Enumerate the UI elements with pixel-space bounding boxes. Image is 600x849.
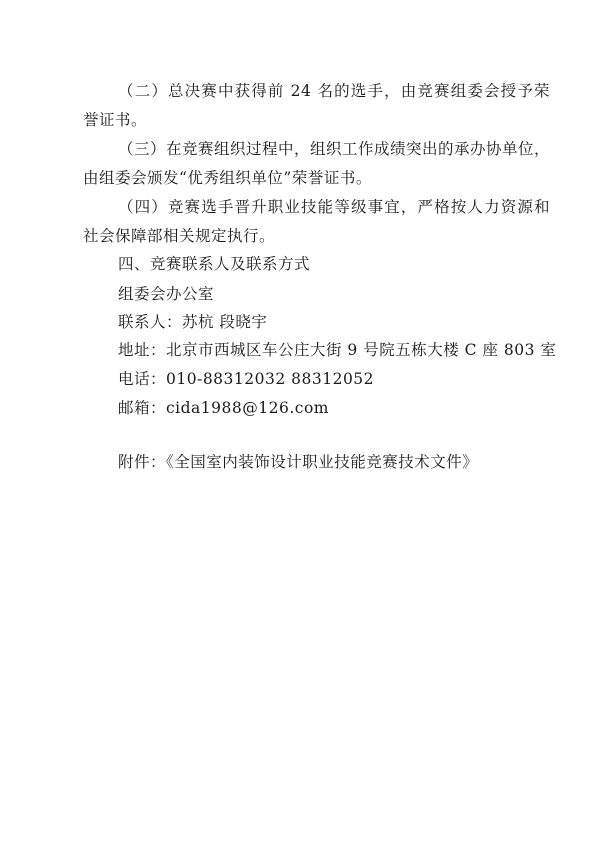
office-address: 地址：北京市西城区车公庄大街 9 号院五栋大楼 C 座 803 室 bbox=[118, 341, 557, 359]
award-item-4-line-2: 社会保障部相关规定执行。 bbox=[83, 227, 276, 245]
contact-section-heading: 四、竞赛联系人及联系方式 bbox=[118, 255, 311, 273]
award-item-2-line-2: 誉证书。 bbox=[83, 111, 148, 129]
award-item-3-line-1: （三）在竞赛组织过程中，组织工作成绩突出的承办协单位， bbox=[118, 140, 551, 158]
contact-persons: 联系人：苏杭 段晓宇 bbox=[118, 313, 268, 331]
office-name: 组委会办公室 bbox=[118, 285, 215, 303]
award-item-3-line-2: 由组委会颁发“优秀组织单位”荣誉证书。 bbox=[83, 169, 372, 187]
attachment-note: 附件：《全国室内装饰设计职业技能竞赛技术文件》 bbox=[118, 453, 479, 471]
award-item-2-line-1: （二）总决赛中获得前 24 名的选手，由竞赛组委会授予荣 bbox=[118, 82, 550, 100]
award-item-4-line-1: （四）竞赛选手晋升职业技能等级事宜，严格按人力资源和 bbox=[118, 198, 550, 216]
email-address: 邮箱：cida1988@126.com bbox=[118, 399, 329, 417]
phone-numbers: 电话：010-88312032 88312052 bbox=[118, 370, 375, 388]
